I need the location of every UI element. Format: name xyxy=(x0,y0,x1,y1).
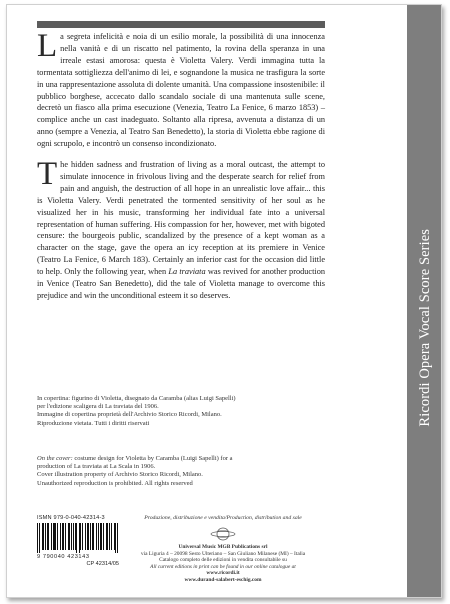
credit-it-line1: In copertina: figurino di Violetta, disegnato da Caramba (alias Luigi Sapelli) per l'edizione scaligera di La traviata del 1906. xyxy=(37,395,236,411)
barcode-bar xyxy=(75,523,76,550)
barcode-bar xyxy=(79,523,80,553)
barcode-bar xyxy=(68,523,69,550)
barcode-bar xyxy=(57,523,58,550)
barcode-bar xyxy=(45,523,46,550)
cover-credits-italian xyxy=(37,395,237,428)
barcode-bar xyxy=(114,523,115,550)
publisher-name: Universal Music MGB Publications srl xyxy=(178,544,268,550)
credit-it-line2: Immagine di copertina proprietà dell'Archivio Storico Ricordi, Milano. Riproduzione vietata. Tutti i diritti riservati xyxy=(37,411,222,427)
barcode-bar xyxy=(47,523,48,550)
english-paragraph xyxy=(37,156,325,302)
barcode-bar xyxy=(76,523,77,553)
barcode-bar xyxy=(88,523,89,550)
publisher-address: via Liguria 4 – 20098 Sesto Ulteriano – San Giuliano Milanese (MI) – Italia xyxy=(140,550,306,557)
barcode-bar xyxy=(42,523,43,550)
barcode-image xyxy=(37,523,119,553)
english-text-start: he hidden sadness and frustration of living as a moral outcast, the attempt to simulate innocence in frivolous living and the desperate search for relief from pain and anguish, the destruction of all hope in an unrealistic love affair... this is Violetta Valery. Verdi penetrated the tormented sensitivity of her soul as he visualized her in his music, transforming her individual fate into a universal representation of human suffering. His compassion for her, however, met with bigoted censure: the bourgeois public, scandalized by the presence of a kept woman as a character on the stage, gave the opera an icy reception at its premiere in Venice (Teatro La Fenice, 6 March 183). Certainly an inferior cast for the occasion did little to help. Only the following year, when xyxy=(37,160,325,277)
back-cover xyxy=(6,4,442,598)
barcode-bar xyxy=(69,523,70,550)
barcode-bar xyxy=(93,523,94,550)
publisher-imprint xyxy=(123,515,323,584)
website-durand: www.durand-salabert-eschig.com xyxy=(184,576,262,583)
barcode-bar xyxy=(92,523,93,550)
barcode-bar xyxy=(90,523,91,550)
english-opera-title: La traviata xyxy=(168,267,206,277)
barcode-bar xyxy=(37,523,38,553)
barcode-bar xyxy=(100,523,101,550)
barcode-bar xyxy=(85,523,86,550)
barcode-bar xyxy=(60,523,61,550)
barcode-digits: 9 790040 423143 xyxy=(37,554,90,560)
barcode-bar xyxy=(54,523,55,550)
barcode-block xyxy=(37,515,119,567)
italian-dropcap: L xyxy=(37,28,58,64)
english-text-end: was revived for another production in Venice (Teatro San Benedetto), did the tale of Violetta manage to overcome this prejudice and win the unconditional esteem it so deserves. xyxy=(37,267,325,300)
top-rule xyxy=(37,21,325,28)
credit-en-line2: Cover illustration property of Archivio Storico Ricordi, Milano. Unauthorized reproduction is prohibited. All rights reserved xyxy=(37,471,203,487)
catalogue-code: CP 42314/05 xyxy=(86,561,119,567)
barcode-bar xyxy=(87,523,88,550)
barcode-bar xyxy=(63,523,64,550)
cover-credits-english xyxy=(37,455,237,488)
barcode-bar xyxy=(115,523,116,553)
universal-music-logo-icon xyxy=(210,526,236,542)
barcode-bar xyxy=(82,523,83,550)
spine-title-box xyxy=(407,5,442,598)
barcode-bar xyxy=(117,523,118,553)
catalogue-note-it: Catalogo completo delle edizioni in vendita consultabile su xyxy=(159,557,287,564)
barcode-bar xyxy=(48,523,49,550)
barcode-bar xyxy=(80,523,81,550)
catalogue-note-en: All current editions in print can be found in our online catalogue at xyxy=(150,563,296,570)
barcode-bar xyxy=(96,523,97,550)
barcode-bar xyxy=(53,523,54,550)
barcode-bar xyxy=(62,523,63,550)
barcode-bar xyxy=(103,523,104,550)
barcode-bar xyxy=(51,523,52,550)
website-ricordi: www.ricordi.it xyxy=(206,570,240,577)
credit-en-text: costume design for Violetta by Caramba (Luigi Sapelli) for a production of La traviata at La Scala in 1906. xyxy=(37,455,233,471)
english-dropcap: T xyxy=(37,156,58,192)
isbn-label: ISMN 979-0-040-42314-3 xyxy=(37,515,105,521)
barcode-bar xyxy=(98,523,99,550)
barcode-bar xyxy=(55,523,56,550)
barcode-bar xyxy=(101,523,102,550)
credit-en-lead: On the cover: xyxy=(37,455,73,462)
italian-text: a segreta infelicità e noia di un esilio morale, la possibilità di una innocenza nella vanità e di un riscatto nel patimento, la rovina della speranza in una irreale estasi amorosa: questa è Violetta Valery. Verdi immagina tutta la tormentata sottigliezza dell'animo di lei, e sognandone la musica ne trasfigura la sorte in una rappresentazione assoluta di dolente umanità. Una compassione insostenibile: il pubblico borghese, accecato dallo scandalo sociale di una mantenuta sulle scene, decretò un fiasco alla prima esecuzione (Venezia, Teatro La Fenice, 6 marzo 1853) – complice anche un cast inadeguato. Soltanto alla ripresa, avvenuta a distanza di un anno (sempre a Venezia, al Teatro San Benedetto), la storia di Violetta ebbe ragione di ogni scrupolo, e incontrò un consenso incondizionato. xyxy=(37,32,325,149)
credit-en-line1 xyxy=(37,455,237,471)
italian-paragraph xyxy=(37,28,325,150)
barcode-bar xyxy=(109,523,110,550)
barcode-bar xyxy=(73,523,74,550)
barcode-bar xyxy=(39,523,40,553)
barcode-bar xyxy=(71,523,72,550)
barcode-bar xyxy=(107,523,108,550)
barcode-bar xyxy=(65,523,66,550)
barcode-bar xyxy=(43,523,44,550)
barcode-bar xyxy=(106,523,107,550)
production-line: Produzione, distribuzione e vendita/Production, distribution and sale xyxy=(144,515,302,521)
spine-title: Ricordi Opera Vocal Score Series xyxy=(416,229,433,427)
barcode-bar xyxy=(111,523,112,550)
